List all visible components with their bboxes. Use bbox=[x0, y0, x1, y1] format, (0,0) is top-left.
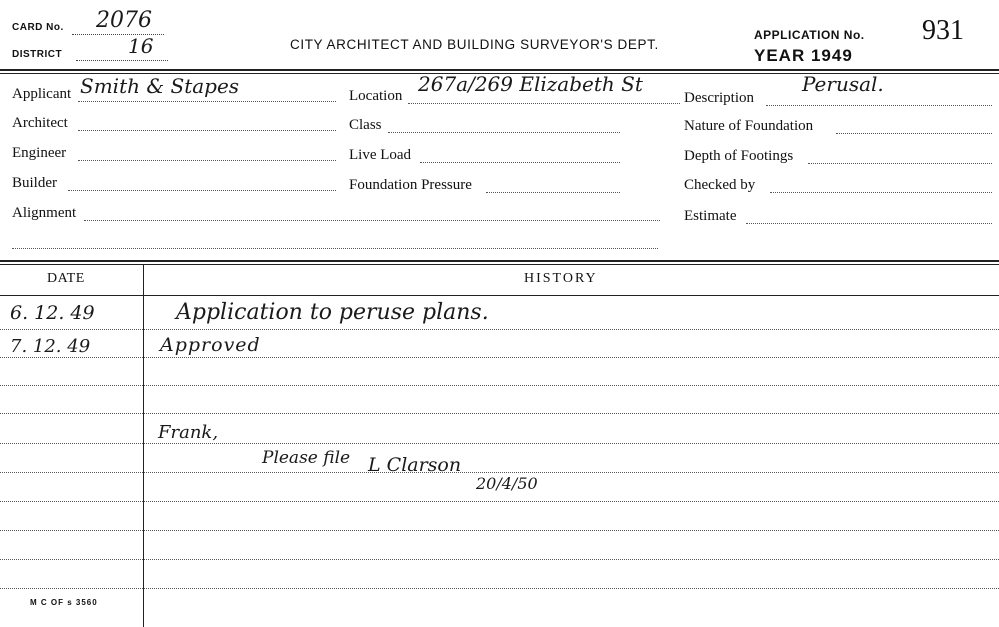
checked-by-line bbox=[770, 192, 992, 193]
applicant-line bbox=[78, 101, 336, 102]
history-row-line bbox=[0, 501, 999, 502]
history-row-line bbox=[0, 329, 999, 330]
history-top-rule-thin bbox=[0, 264, 999, 265]
engineer-line bbox=[78, 160, 336, 161]
description-value: Perusal. bbox=[802, 72, 884, 96]
builder-label: Builder bbox=[12, 175, 57, 191]
header-rule bbox=[0, 69, 999, 71]
district-label: DISTRICT bbox=[12, 49, 63, 60]
note-signature: L Clarson bbox=[368, 454, 462, 476]
live-load-label: Live Load bbox=[349, 147, 412, 163]
history-entry-text: Approved bbox=[160, 334, 261, 356]
alignment-line bbox=[84, 220, 660, 221]
description-line bbox=[766, 105, 992, 106]
applicant-value: Smith & Stapes bbox=[80, 74, 240, 98]
checked-by-label: Checked by bbox=[684, 177, 756, 193]
blank-line bbox=[12, 248, 658, 249]
architect-line bbox=[78, 130, 336, 131]
note-greeting: Frank, bbox=[158, 422, 219, 443]
depth-footings-label: Depth of Footings bbox=[684, 148, 794, 164]
alignment-label: Alignment bbox=[12, 205, 77, 221]
history-entry-date: 7. 12. 49 bbox=[10, 336, 91, 357]
card-no-label: CARD No. bbox=[12, 22, 64, 33]
class-line bbox=[388, 132, 620, 133]
history-row-line bbox=[0, 530, 999, 531]
estimate-line bbox=[746, 223, 992, 224]
estimate-label: Estimate bbox=[684, 208, 737, 224]
nature-foundation-line bbox=[836, 133, 992, 134]
history-row-line bbox=[0, 588, 999, 589]
live-load-line bbox=[420, 162, 620, 163]
application-label: APPLICATION No. bbox=[754, 28, 865, 42]
history-top-rule bbox=[0, 260, 999, 262]
foundation-pressure-line bbox=[486, 192, 620, 193]
description-label: Description bbox=[684, 90, 754, 106]
history-row-line bbox=[0, 472, 999, 473]
location-label: Location bbox=[349, 88, 403, 104]
date-header: DATE bbox=[47, 271, 85, 286]
applicant-label: Applicant bbox=[12, 86, 72, 102]
history-header-rule bbox=[0, 295, 999, 296]
class-label: Class bbox=[349, 117, 382, 133]
history-row-line bbox=[0, 559, 999, 560]
note-text: Please file bbox=[262, 448, 351, 468]
engineer-label: Engineer bbox=[12, 145, 67, 161]
architect-label: Architect bbox=[12, 115, 68, 131]
card-no-value: 2076 bbox=[96, 8, 152, 33]
foundation-pressure-label: Foundation Pressure bbox=[349, 177, 472, 193]
year-label: YEAR 1949 bbox=[754, 46, 853, 65]
location-line bbox=[408, 103, 680, 104]
history-row-line bbox=[0, 413, 999, 414]
history-entry-date: 6. 12. 49 bbox=[10, 302, 95, 324]
history-row-line bbox=[0, 443, 999, 444]
application-number: 931 bbox=[922, 15, 964, 46]
date-column-divider bbox=[143, 264, 144, 627]
history-entry-text: Application to peruse plans. bbox=[176, 300, 489, 325]
district-underline bbox=[76, 60, 168, 61]
depth-footings-line bbox=[808, 163, 992, 164]
district-value: 16 bbox=[128, 34, 154, 58]
department-title: CITY ARCHITECT AND BUILDING SURVEYOR'S DEPT. bbox=[290, 37, 659, 52]
form-code: M C OF s 3560 bbox=[30, 598, 98, 607]
location-value: 267a/269 Elizabeth St bbox=[418, 72, 643, 96]
history-row-line bbox=[0, 357, 999, 358]
history-header: HISTORY bbox=[524, 271, 598, 286]
nature-foundation-label: Nature of Foundation bbox=[684, 118, 814, 134]
builder-line bbox=[68, 190, 336, 191]
history-row-line bbox=[0, 385, 999, 386]
note-date: 20/4/50 bbox=[476, 474, 538, 493]
